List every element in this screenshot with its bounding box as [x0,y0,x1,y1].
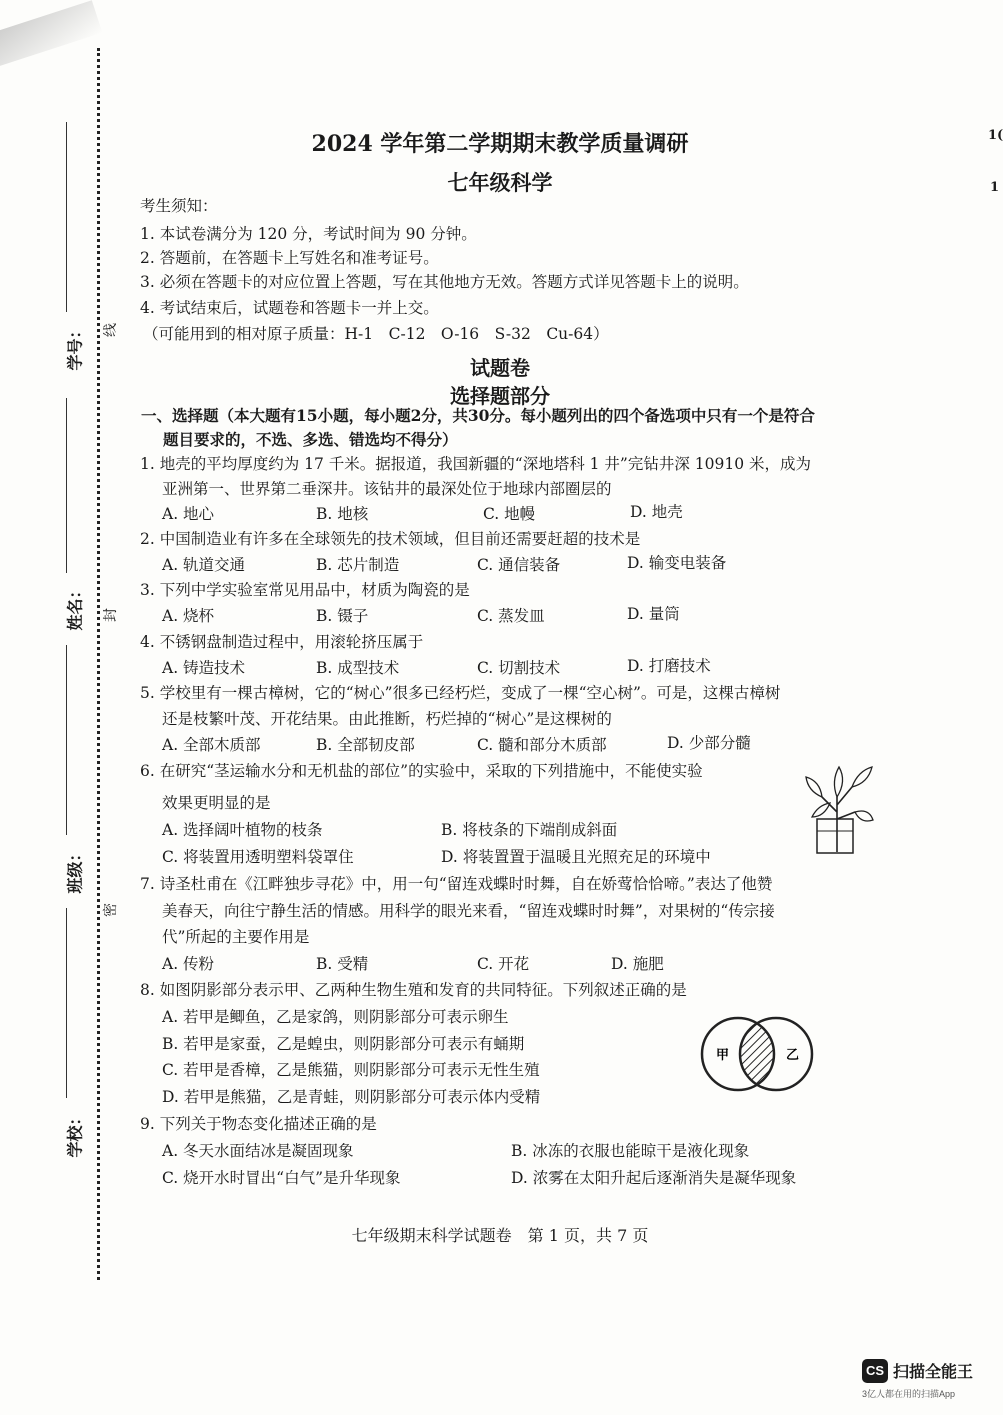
question-8-option-a: A. 若甲是鲫鱼，乙是家鸽，则阴影部分可表示卵生 [162,1008,509,1026]
exam-subtitle: 七年级科学 [447,170,553,195]
question-3-option-c: C. 蒸发皿 [477,607,545,625]
atomic-mass-note: （可能用到的相对原子质量：H-1 C-12 O-16 S-32 Cu-64） [143,325,609,343]
question-4-option-a: A. 铸造技术 [162,659,246,677]
class-label: 班级： [65,845,85,894]
paper-section-title: 试题卷 [470,356,530,380]
question-7-option-b: B. 受精 [316,955,369,973]
question-9-option-c: C. 烧开水时冒出“白气”是升华现象 [162,1169,401,1187]
question-9-text: 9. 下列关于物态变化描述正确的是 [140,1115,377,1133]
notice-item: 4. 考试结束后，试题卷和答题卡一并上交。 [140,299,439,317]
question-2-option-a: A. 轨道交通 [162,556,246,574]
scanner-tagline: 3亿人都在用的扫描App [862,1389,956,1399]
question-9-option-d: D. 浓雾在太阳升起后逐渐消失是凝华现象 [511,1169,797,1187]
question-2-text: 2. 中国制造业有许多在全球领先的技术领域，但目前还需要赶超的技术是 [140,530,641,548]
scanner-logo-icon: CS [862,1359,888,1383]
question-4-text: 4. 不锈钢盘制造过程中，用滚轮挤压属于 [140,633,424,651]
question-6-text: 6. 在研究“茎运输水分和无机盐的部位”的实验中，采取的下列措施中，不能使实验 [140,762,703,780]
question-2-option-d: D. 输变电装备 [627,554,727,572]
question-5-option-d: D. 少部分髓 [667,734,751,752]
question-7-text: 7. 诗圣杜甫在《江畔独步寻花》中，用一句“留连戏蝶时时舞，自在娇莺恰恰啼。”表达了他赞 [140,875,773,893]
notice-item: 3. 必须在答题卡的对应位置上答题，写在其他地方无效。答题方式详见答题卡上的说明。 [140,273,749,291]
notice-item: 2. 答题前，在答题卡上写姓名和准考证号。 [140,249,439,267]
school-blank [66,908,67,1098]
question-5-option-c: C. 髓和部分木质部 [477,736,607,754]
question-5-option-b: B. 全部韧皮部 [316,736,415,754]
question-6-option-d: D. 将装置置于温暖且光照充足的环境中 [441,848,711,866]
question-6-option-a: A. 选择阔叶植物的枝条 [162,821,323,839]
question-8-option-d: D. 若甲是熊猫，乙是青蛙，则阴影部分可表示体内受精 [162,1088,541,1106]
name-label: 姓名： [65,582,85,631]
edge-number: 1( [988,128,1003,143]
plant-beaker-figure [800,757,875,857]
choice-section-title: 选择题部分 [450,384,550,408]
question-6-option-c: C. 将装置用透明塑料袋罩住 [162,848,354,866]
question-7-option-c: C. 开花 [477,955,530,973]
question-1-option-a: A. 地心 [162,505,215,523]
question-3-option-a: A. 烧杯 [162,607,215,625]
question-7-option-d: D. 施肥 [611,955,664,973]
exam-title: 2024 学年第二学期期末教学质量调研 [311,131,689,157]
venn-right-label: 乙 [786,1048,800,1063]
notice-item: 1. 本试卷满分为 120 分，考试时间为 90 分钟。 [140,225,477,243]
question-1-option-c: C. 地幔 [483,505,536,523]
seal-mi-char: 密 [103,903,119,917]
page-footer: 七年级期末科学试题卷 第 1 页，共 7 页 [351,1226,649,1245]
question-2-option-c: C. 通信装备 [477,556,561,574]
venn-left-label: 甲 [716,1048,730,1063]
binding-dotted-line [97,48,100,1280]
scanner-app-name: 扫描全能王 [893,1364,974,1381]
question-1-option-b: B. 地核 [316,505,369,523]
school-label: 学校： [65,1109,85,1158]
question-5-text: 5. 学校里有一棵古樟树，它的“树心”很多已经朽烂，变成了一棵“空心树”。可是，这棵古樟树 [140,684,781,702]
scan-artifact [0,0,102,69]
question-3-option-d: D. 量筒 [627,605,680,623]
class-blank [66,645,67,835]
question-4-option-b: B. 成型技术 [316,659,400,677]
edge-number: 1 [990,180,1000,195]
question-6-text: 效果更明显的是 [162,794,271,812]
question-1-option-d: D. 地壳 [630,503,683,521]
question-8-option-b: B. 若甲是家蚕，乙是蝗虫，则阴影部分可表示有蛹期 [162,1035,525,1053]
part1-instructions: 一、选择题（本大题有15小题，每小题2分，共30分。每小题列出的四个备选项中只有一个是符合 [141,406,815,425]
question-4-option-d: D. 打磨技术 [627,657,711,675]
question-4-option-c: C. 切割技术 [477,659,561,677]
name-blank [66,398,67,573]
question-9-option-a: A. 冬天水面结冰是凝固现象 [162,1142,354,1160]
seal-line-char: 线 [103,323,119,337]
part1-instructions: 题目要求的，不选、多选、错选均不得分） [163,430,458,449]
question-7-text: 美春天，向往宁静生活的情感。用科学的眼光来看，“留连戏蝶时时舞”，对果树的“传宗接 [162,902,775,920]
notice-heading: 考生须知： [140,197,218,215]
question-3-text: 3. 下列中学实验室常见用品中，材质为陶瓷的是 [140,581,470,599]
question-1-text: 亚洲第一、世界第二垂深井。该钻井的最深处位于地球内部圈层的 [162,480,612,498]
seal-feng-char: 封 [103,608,119,622]
question-5-text: 还是枝繁叶茂、开花结果。由此推断，朽烂掉的“树心”是这棵树的 [162,710,612,728]
question-5-option-a: A. 全部木质部 [162,736,261,754]
student-id-label: 学号： [65,322,85,371]
question-8-option-c: C. 若甲是香樟，乙是熊猫，则阴影部分可表示无性生殖 [162,1061,540,1079]
question-7-option-a: A. 传粉 [162,955,215,973]
question-3-option-b: B. 镊子 [316,607,369,625]
question-9-option-b: B. 冰冻的衣服也能晾干是液化现象 [511,1142,750,1160]
question-6-option-b: B. 将枝条的下端削成斜面 [441,821,618,839]
question-7-text: 代”所起的主要作用是 [162,928,310,946]
venn-diagram [698,1014,816,1094]
question-8-text: 8. 如图阴影部分表示甲、乙两种生物生殖和发育的共同特征。下列叙述正确的是 [140,981,687,999]
question-1-text: 1. 地壳的平均厚度约为 17 千米。据报道，我国新疆的“深地塔科 1 井”完钻井深 10910 米，成为 [140,455,812,473]
question-2-option-b: B. 芯片制造 [316,556,400,574]
